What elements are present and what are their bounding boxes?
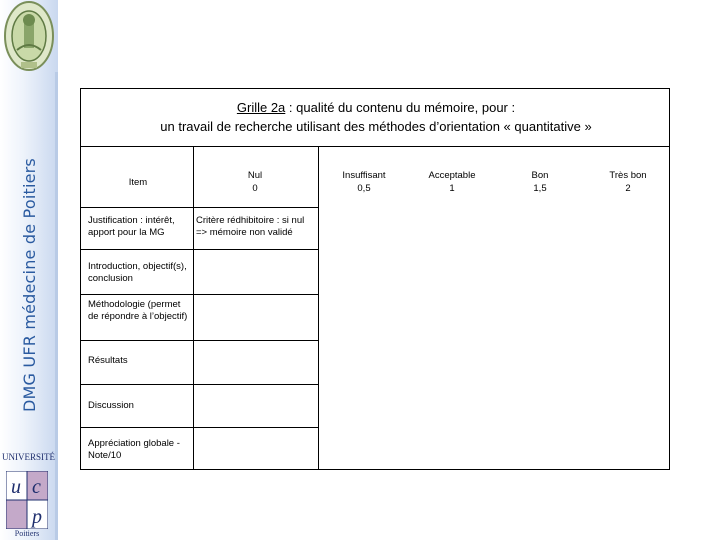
logo-city: Poitiers — [14, 529, 40, 538]
university-logo — [2, 447, 55, 540]
logo-name: UNIVERSITÉ — [2, 452, 55, 462]
logo-letter: c — [32, 476, 41, 498]
column-header-acceptable — [414, 169, 490, 195]
row-item-discussion: Discussion — [88, 400, 134, 411]
column-header-tres-bon — [590, 169, 666, 195]
row-divider — [80, 340, 319, 341]
column-label: Acceptable — [428, 170, 476, 181]
logo-letter: u — [11, 476, 21, 498]
column-score: 1,5 — [533, 183, 547, 194]
column-score: 0,5 — [357, 183, 371, 194]
header-divider — [80, 146, 670, 147]
grid-title-line1 — [81, 98, 671, 117]
row-divider — [80, 207, 319, 208]
logo-letter: p — [32, 506, 42, 528]
column-divider — [318, 146, 319, 470]
column-score: 2 — [625, 183, 631, 194]
row-item-introduction: Introduction, objectif(s), conclusion — [88, 261, 187, 284]
logo-letters-icon — [6, 471, 48, 529]
row-divider — [80, 294, 319, 295]
row-item-resultats: Résultats — [88, 355, 128, 366]
column-label: Très bon — [609, 170, 647, 181]
grid-title — [81, 98, 671, 136]
item-column-header: Item — [128, 177, 148, 188]
sidebar-divider — [55, 72, 58, 540]
column-header-insuffisant — [326, 169, 402, 195]
grid-title-prefix: Grille 2a — [236, 100, 286, 115]
grid-title-line2: un travail de recherche utilisant des méthodes d’orientation « quantitative » — [160, 119, 592, 134]
grid-title-rest: : qualité du contenu du mémoire, pour : — [285, 100, 516, 115]
faculty-seal-icon — [3, 0, 55, 72]
row-item-methodologie: Méthodologie (permet de répondre à l’objectif) — [88, 299, 188, 322]
column-score: 1 — [449, 183, 455, 194]
column-label: Nul — [247, 170, 263, 181]
row-nul-justification: Critère rédhibitoire : si nul => mémoire non validé — [196, 215, 305, 238]
row-divider — [80, 427, 319, 428]
row-item-appreciation: Appréciation globale - Note/10 — [88, 438, 180, 461]
column-label: Insuffisant — [342, 170, 386, 181]
row-divider — [80, 384, 319, 385]
row-divider — [80, 249, 319, 250]
column-header-bon — [502, 169, 578, 195]
row-item-justification: Justification : intérêt, apport pour la MG — [88, 215, 175, 238]
column-divider — [193, 146, 194, 470]
vertical-institution-title: DMG UFR médecine de Poitiers — [20, 158, 39, 412]
column-label: Bon — [531, 170, 549, 181]
column-score: 0 — [252, 183, 258, 194]
column-header-nul — [225, 169, 285, 195]
